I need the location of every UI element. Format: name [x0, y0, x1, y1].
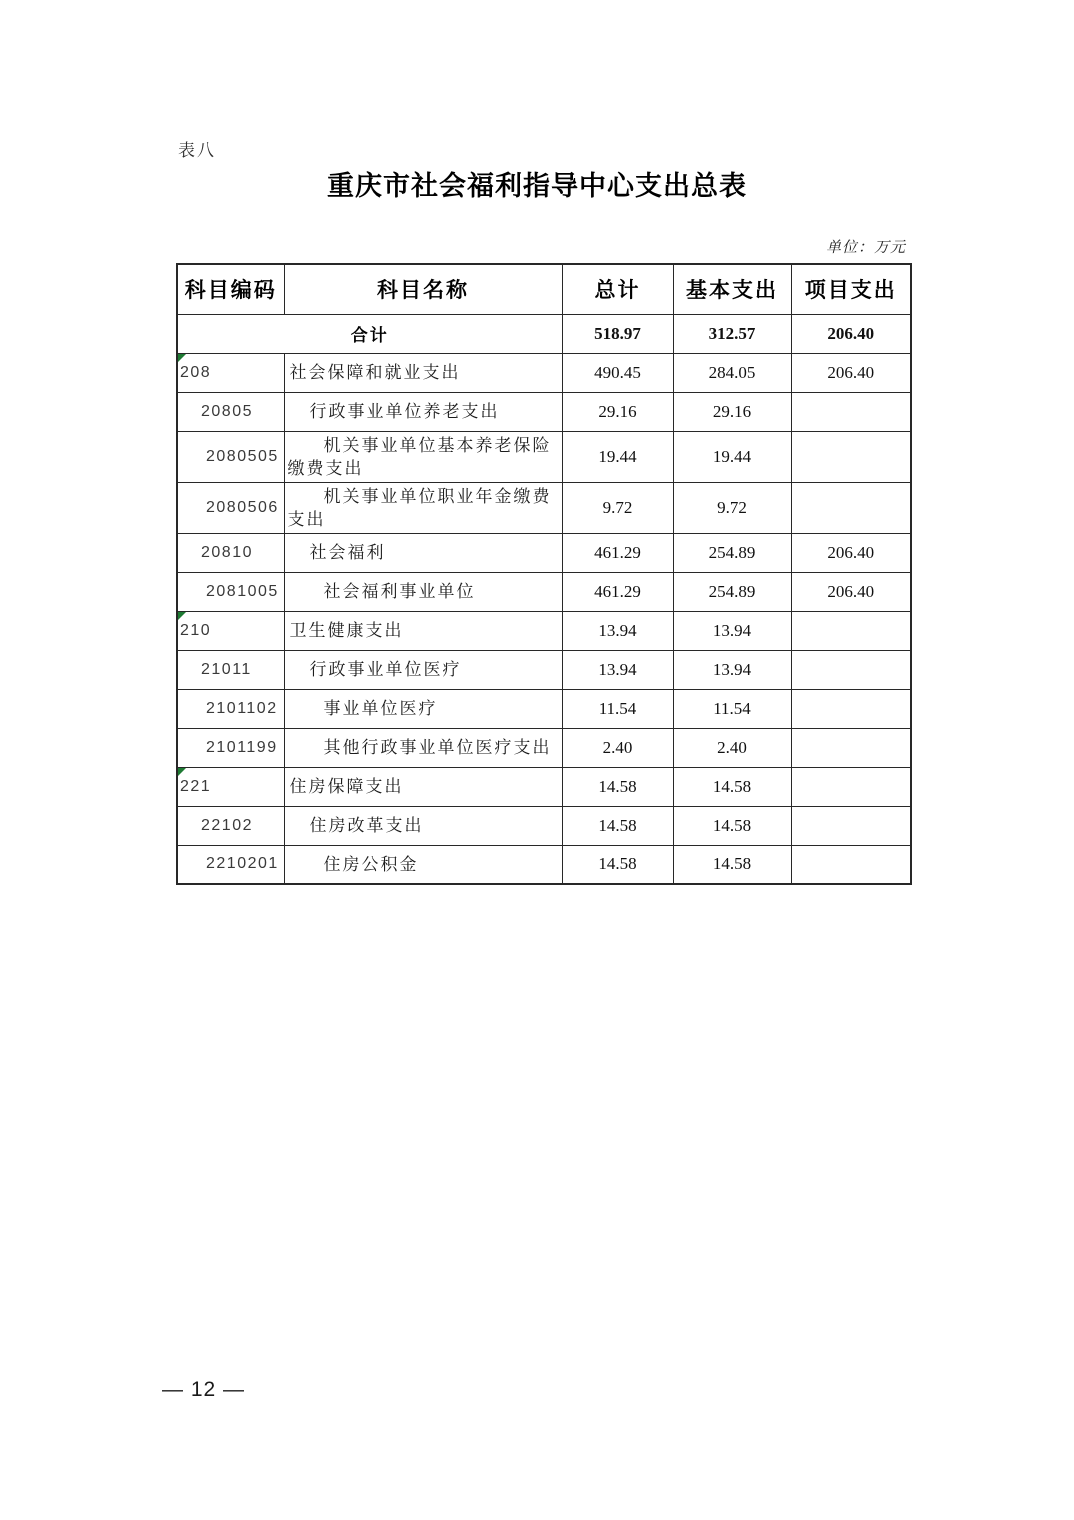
- table-row: [177, 533, 911, 572]
- total-value: 19.44: [562, 431, 673, 482]
- basic-expenditure-value: 14.58: [673, 767, 791, 806]
- subject-code: 221: [180, 777, 212, 795]
- table-number-label: 表八: [178, 141, 216, 160]
- table-row: [177, 845, 911, 884]
- basic-expenditure-value: 14.58: [673, 806, 791, 845]
- subject-code: 2101102: [206, 699, 278, 717]
- table-row: [177, 650, 911, 689]
- subject-name: 其他行政事业单位医疗支出: [284, 728, 562, 767]
- summary-project-value: 206.40: [791, 314, 911, 353]
- total-value: 11.54: [562, 689, 673, 728]
- expenditure-table: [176, 263, 912, 885]
- col-header-subject-name: 科目名称: [284, 264, 562, 314]
- table-header: [177, 264, 911, 314]
- project-expenditure-value: [791, 689, 911, 728]
- total-value: 14.58: [562, 845, 673, 884]
- subject-code: 208: [180, 363, 212, 381]
- total-value: 490.45: [562, 353, 673, 392]
- table-body: [177, 314, 911, 884]
- subject-code: 2080505: [206, 447, 279, 465]
- table-row: [177, 431, 911, 482]
- table-row: [177, 728, 911, 767]
- project-expenditure-value: 206.40: [791, 572, 911, 611]
- col-header-basic-expenditure: 基本支出: [673, 264, 791, 314]
- col-header-subject-code: 科目编码: [177, 264, 284, 314]
- table-row: [177, 353, 911, 392]
- basic-expenditure-value: 2.40: [673, 728, 791, 767]
- project-expenditure-value: [791, 392, 911, 431]
- basic-expenditure-value: 284.05: [673, 353, 791, 392]
- subject-name: 行政事业单位养老支出: [284, 392, 562, 431]
- subject-name: 卫生健康支出: [284, 611, 562, 650]
- total-value: 13.94: [562, 611, 673, 650]
- subject-code: 2080506: [206, 498, 279, 516]
- subject-code: 22102: [201, 816, 253, 834]
- page-title: 重庆市社会福利指导中心支出总表: [327, 171, 747, 201]
- subject-name: 社会福利事业单位: [284, 572, 562, 611]
- basic-expenditure-value: 14.58: [673, 845, 791, 884]
- table-row: [177, 767, 911, 806]
- basic-expenditure-value: 13.94: [673, 611, 791, 650]
- excel-corner-marker-icon: [178, 354, 186, 362]
- excel-corner-marker-icon: [178, 612, 186, 620]
- basic-expenditure-value: 11.54: [673, 689, 791, 728]
- subject-name: 住房公积金: [284, 845, 562, 884]
- total-value: 13.94: [562, 650, 673, 689]
- project-expenditure-value: [791, 482, 911, 533]
- project-expenditure-value: [791, 611, 911, 650]
- subject-name: 行政事业单位医疗: [284, 650, 562, 689]
- page-number: — 12 —: [162, 1378, 246, 1401]
- subject-name: 社会保障和就业支出: [284, 353, 562, 392]
- subject-code: 20805: [201, 402, 253, 420]
- project-expenditure-value: 206.40: [791, 353, 911, 392]
- subject-name: 住房保障支出: [284, 767, 562, 806]
- subject-name: 机关事业单位基本养老保险缴费支出: [284, 431, 562, 482]
- subject-code: 2210201: [206, 855, 279, 873]
- project-expenditure-value: [791, 806, 911, 845]
- total-value: 14.58: [562, 806, 673, 845]
- table-row: [177, 611, 911, 650]
- basic-expenditure-value: 254.89: [673, 572, 791, 611]
- summary-basic-value: 312.57: [673, 314, 791, 353]
- project-expenditure-value: [791, 845, 911, 884]
- basic-expenditure-value: 254.89: [673, 533, 791, 572]
- subject-code: 2101199: [206, 738, 278, 756]
- summary-total-value: 518.97: [562, 314, 673, 353]
- basic-expenditure-value: 13.94: [673, 650, 791, 689]
- table-row: [177, 482, 911, 533]
- summary-row: [177, 314, 911, 353]
- total-value: 2.40: [562, 728, 673, 767]
- project-expenditure-value: [791, 728, 911, 767]
- total-value: 461.29: [562, 572, 673, 611]
- project-expenditure-value: 206.40: [791, 533, 911, 572]
- total-value: 461.29: [562, 533, 673, 572]
- subject-code: 21011: [201, 660, 252, 678]
- total-value: 29.16: [562, 392, 673, 431]
- project-expenditure-value: [791, 767, 911, 806]
- basic-expenditure-value: 9.72: [673, 482, 791, 533]
- basic-expenditure-value: 19.44: [673, 431, 791, 482]
- total-value: 14.58: [562, 767, 673, 806]
- table-row: [177, 806, 911, 845]
- project-expenditure-value: [791, 650, 911, 689]
- subject-name: 社会福利: [284, 533, 562, 572]
- table-row: [177, 572, 911, 611]
- header-row: [177, 264, 911, 314]
- subject-code: 210: [180, 621, 212, 639]
- subject-name: 机关事业单位职业年金缴费支出: [284, 482, 562, 533]
- subject-code: 20810: [201, 543, 253, 561]
- subject-name: 住房改革支出: [284, 806, 562, 845]
- subject-code: 2081005: [206, 582, 279, 600]
- excel-corner-marker-icon: [178, 768, 186, 776]
- subject-name: 事业单位医疗: [284, 689, 562, 728]
- project-expenditure-value: [791, 431, 911, 482]
- col-header-project-expenditure: 项目支出: [791, 264, 911, 314]
- basic-expenditure-value: 29.16: [673, 392, 791, 431]
- summary-label: 合计: [177, 314, 562, 353]
- col-header-total: 总计: [562, 264, 673, 314]
- table-row: [177, 689, 911, 728]
- table-row: [177, 392, 911, 431]
- unit-note: 单位：万元: [825, 240, 906, 256]
- total-value: 9.72: [562, 482, 673, 533]
